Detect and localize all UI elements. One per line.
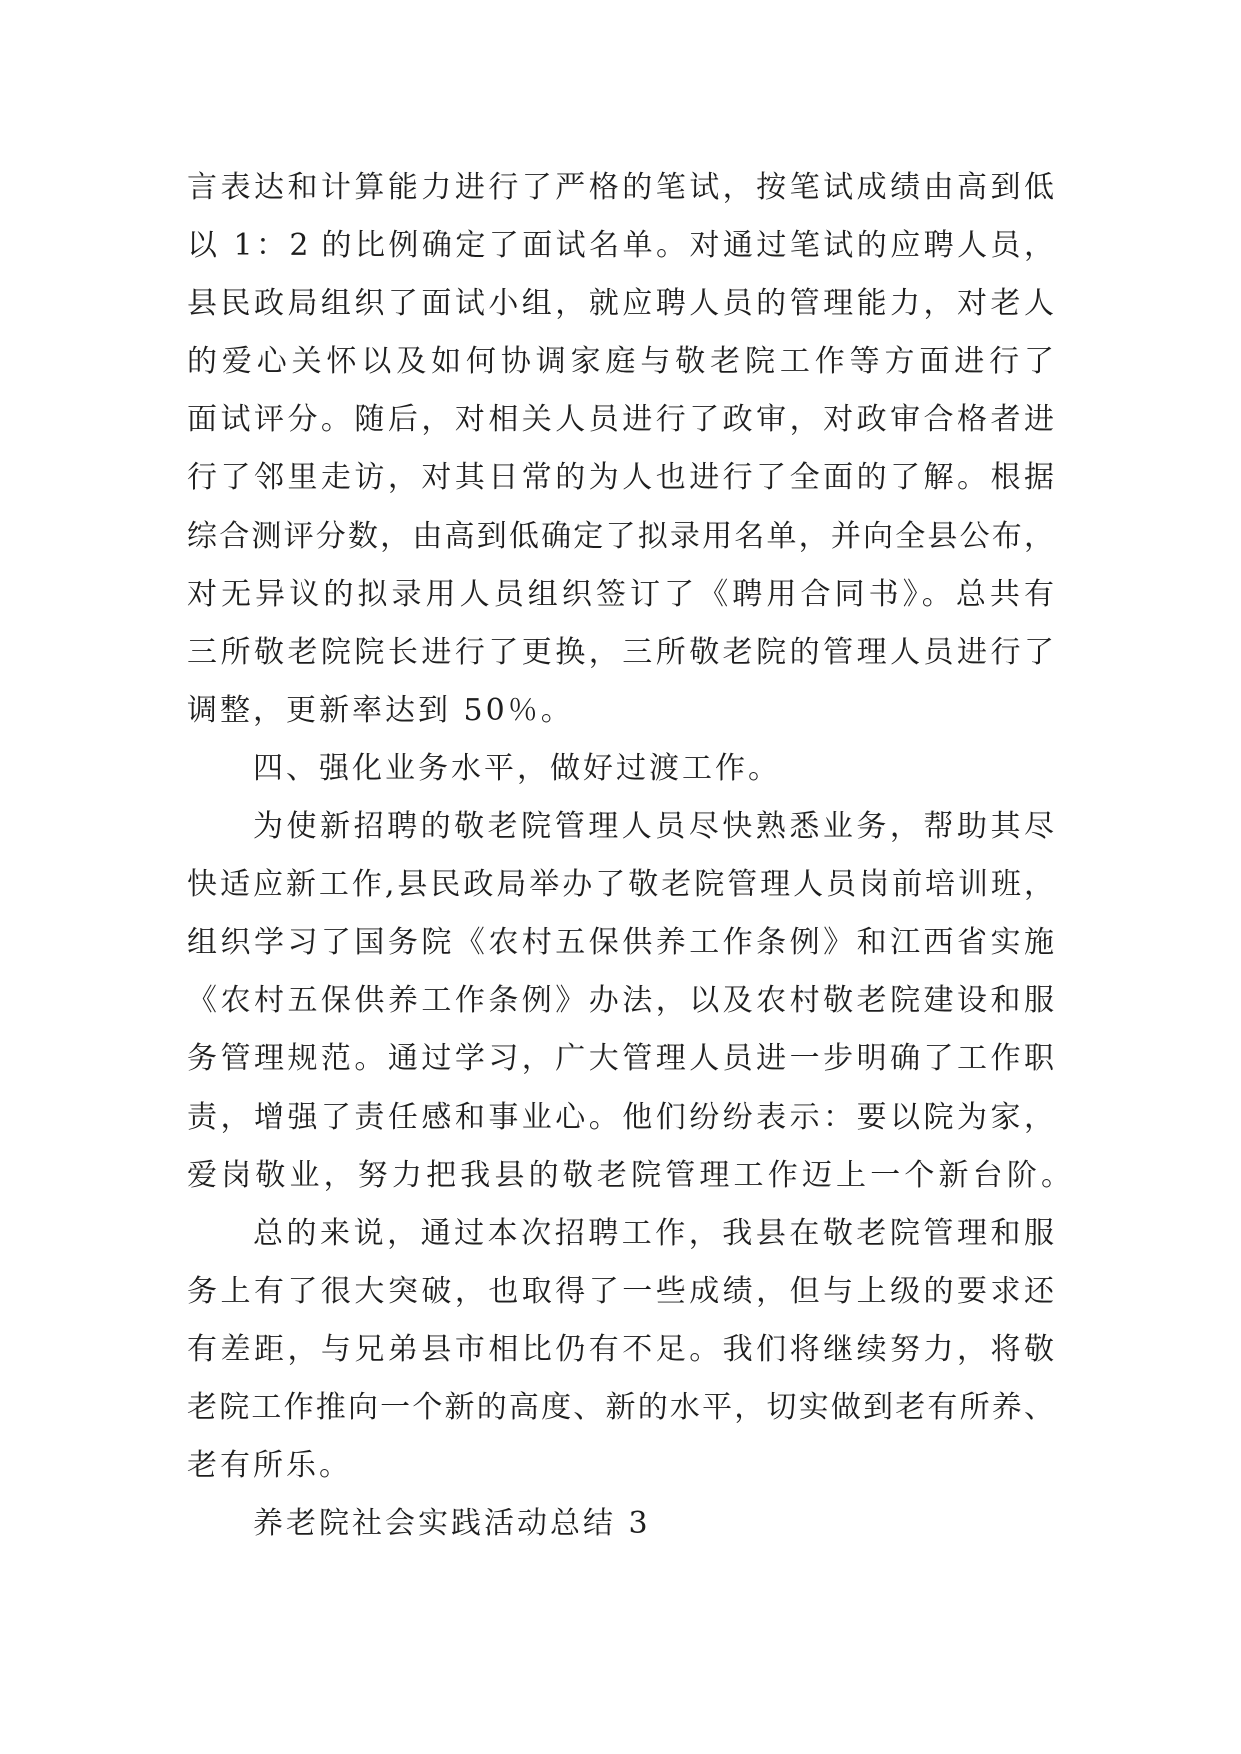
text-line: 言表达和计算能力进行了严格的笔试，按笔试成绩由高到低	[187, 170, 1054, 205]
section-heading-text: 四、强化业务水平，做好过渡工作。	[253, 750, 781, 786]
document-body	[187, 159, 1071, 1553]
text-line: 对无异议的拟录用人员组织签订了《聘用合同书》。总共有	[187, 576, 1054, 612]
text-line: 县民政局组织了面试小组，就应聘人员的管理能力，对老人	[187, 286, 1054, 322]
paragraph-training	[187, 798, 1071, 1205]
text-line: 总的来说，通过本次招聘工作，我县在敬老院管理和服	[253, 1215, 1054, 1251]
section-heading	[187, 740, 1054, 798]
text-line: 的爱心关怀以及如何协调家庭与敬老院工作等方面进行了	[187, 344, 1054, 380]
text-line: 以 1：2 的比例确定了面试名单。对通过笔试的应聘人员，	[187, 228, 1054, 264]
paragraph-recruitment-process	[187, 159, 1054, 740]
text-line: 为使新招聘的敬老院管理人员尽快熟悉业务，帮助其尽	[253, 809, 1054, 845]
text-line: 调整，更新率达到 50％。	[187, 692, 574, 728]
text-line: 三所敬老院院长进行了更换，三所敬老院的管理人员进行了	[187, 634, 1054, 670]
text-line: 《农村五保供养工作条例》办法，以及农村敬老院建设和服	[187, 983, 1054, 1019]
text-line: 老院工作推向一个新的高度、新的水平，切实做到老有所养、	[187, 1389, 1054, 1425]
text-line: 老有所乐。	[187, 1448, 352, 1484]
text-line: 有差距，与兄弟县市相比仍有不足。我们将继续努力，将敬	[187, 1331, 1054, 1367]
text-line: 责，增强了责任感和事业心。他们纷纷表示：要以院为家，	[187, 1099, 1054, 1135]
text-line: 行了邻里走访，对其日常的为人也进行了全面的了解。根据	[187, 460, 1054, 496]
section-title-text: 养老院社会实践活动总结 3	[253, 1506, 651, 1542]
text-line: 务管理规范。通过学习，广大管理人员进一步明确了工作职	[187, 1041, 1054, 1077]
section-title	[187, 1495, 1054, 1553]
text-line: 综合测评分数，由高到低确定了拟录用名单，并向全县公布，	[187, 518, 1054, 554]
text-line: 务上有了很大突破，也取得了一些成绩，但与上级的要求还	[187, 1273, 1054, 1309]
text-line: 面试评分。随后，对相关人员进行了政审，对政审合格者进	[187, 402, 1054, 438]
paragraph-conclusion	[187, 1205, 1054, 1495]
text-line: 爱岗敬业，努力把我县的敬老院管理工作迈上一个新台阶。	[187, 1157, 1071, 1193]
text-line: 快适应新工作,县民政局举办了敬老院管理人员岗前培训班，	[187, 867, 1054, 903]
text-line: 组织学习了国务院《农村五保供养工作条例》和江西省实施	[187, 925, 1054, 961]
